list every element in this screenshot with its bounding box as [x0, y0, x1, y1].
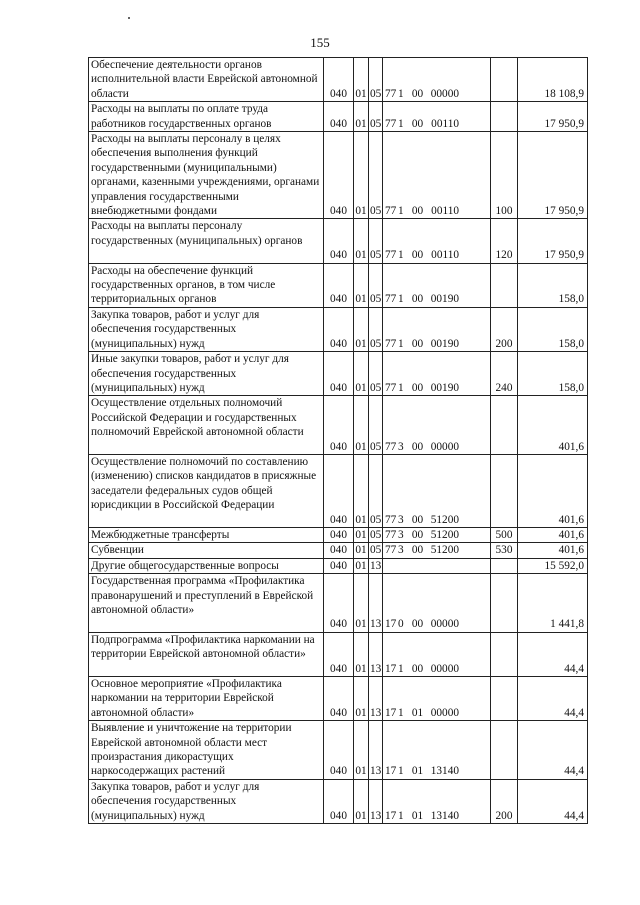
amount: 158,0 [518, 352, 588, 396]
dept-code: 040 [324, 132, 354, 219]
target-article-part: 1 [398, 662, 404, 675]
dept-code: 040 [324, 558, 354, 573]
target-article-part: 1 [398, 381, 404, 394]
target-article-code [383, 721, 491, 780]
subsection-code: 05 [370, 528, 382, 541]
expense-type-code [491, 721, 518, 780]
subsection-code: 13 [369, 721, 383, 780]
subsection-code: 05 [369, 132, 383, 219]
subsection-code: 13 [369, 676, 383, 720]
target-article-part: 1 [398, 117, 404, 130]
target-article-part: 00110 [431, 117, 459, 130]
dept-code: 040 [324, 543, 354, 558]
target-article-part: 00190 [430, 381, 459, 394]
row-name: Расходы на обеспечение функций государственных органов, в том числе территориальных органов [89, 263, 324, 307]
table-row [89, 558, 588, 573]
table-row [89, 102, 588, 132]
row-name: Иные закупки товаров, работ и услуг для обеспечения государственных (муниципальных) нужд [89, 352, 324, 396]
target-article-part: 3 [398, 528, 404, 541]
section-code: 01 [354, 454, 369, 527]
target-article-part: 01 [411, 765, 424, 778]
expense-type-code: 100 [491, 132, 518, 219]
subsection-code: 13 [369, 632, 383, 676]
subsection-code: 05 [369, 307, 383, 351]
row-name: Расходы на выплаты персоналу в целях обеспечения выполнения функций государственными (муниципальными) органами, казенными учреждениями, органами управления государственными внебюджетными фондами [89, 132, 324, 219]
table-row [89, 721, 588, 780]
table-row [89, 676, 588, 720]
target-article-code [383, 558, 491, 573]
expense-type-code: 120 [491, 219, 518, 263]
section-code: 01 [354, 721, 369, 780]
subsection-code: 13 [370, 559, 382, 572]
target-article-part: 77 [385, 381, 397, 394]
dept-code: 040 [324, 58, 354, 102]
expense-type-code: 200 [491, 307, 518, 351]
target-article-part: 3 [398, 513, 404, 526]
row-name: Основное мероприятие «Профилактика наркомании на территории Еврейской автономной области» [89, 676, 324, 720]
row-name: Закупка товаров, работ и услуг для обеспечения государственных (муниципальных) нужд [89, 779, 324, 823]
table-row [89, 58, 588, 102]
amount: 17 950,9 [518, 219, 588, 263]
target-article-part: 00 [411, 662, 424, 675]
target-article-part: 51200 [430, 513, 459, 526]
section-code: 01 [354, 574, 369, 633]
amount: 158,0 [518, 307, 588, 351]
target-article-code [383, 132, 491, 219]
dept-code: 040 [324, 102, 354, 132]
subsection-code: 05 [370, 544, 382, 557]
target-article-part: 77 [385, 117, 397, 130]
expense-type-code [491, 676, 518, 720]
row-name: Закупка товаров, работ и услуг для обеспечения государственных (муниципальных) нужд [89, 307, 324, 351]
subsection-code: 13 [369, 779, 383, 823]
target-article-part: 0 [398, 618, 404, 631]
budget-table-body [89, 58, 588, 824]
section-code: 01 [354, 132, 369, 219]
target-article-part: 00 [411, 293, 424, 306]
amount: 44,4 [518, 632, 588, 676]
target-article-part: 17 [385, 618, 397, 631]
section-code: 01 [354, 58, 369, 102]
row-name: Осуществление полномочий по составлению (изменению) списков кандидатов в присяжные заседатели федеральных судов общей юрисдикции в Российской Федерации [89, 454, 324, 527]
target-article-code [383, 58, 491, 102]
row-name: Другие общегосударственные вопросы [89, 558, 324, 573]
dept-code: 040 [324, 527, 354, 542]
dept-code: 040 [324, 574, 354, 633]
row-name: Выявление и уничтожение на территории Еврейской автономной области мест произрастания дикорастущих наркосодержащих растений [89, 721, 324, 780]
target-article-code [383, 263, 491, 307]
target-article-part: 77 [385, 513, 397, 526]
table-row [89, 454, 588, 527]
table-row [89, 574, 588, 633]
row-name: Расходы на выплаты персоналу государственных (муниципальных) органов [89, 219, 324, 263]
table-row [89, 543, 588, 558]
section-code: 01 [354, 263, 369, 307]
section-code: 01 [354, 396, 369, 455]
amount: 17 950,9 [518, 102, 588, 132]
subsection-code: 05 [369, 263, 383, 307]
section-code: 01 [354, 102, 369, 132]
target-article-part: 1 [398, 765, 404, 778]
dept-code: 040 [324, 396, 354, 455]
row-name: Подпрограмма «Профилактика наркомании на территории Еврейской автономной области» [89, 632, 324, 676]
target-article-part: 00190 [430, 293, 459, 306]
target-article-part: 77 [385, 87, 397, 100]
target-article-part: 00000 [430, 618, 459, 631]
expense-type-code: 500 [491, 527, 518, 542]
amount: 401,6 [518, 396, 588, 455]
table-row [89, 307, 588, 351]
expense-type-code [491, 102, 518, 132]
target-article-code [383, 396, 491, 455]
expense-type-code [491, 396, 518, 455]
amount: 401,6 [518, 543, 588, 558]
row-name: Субвенции [89, 543, 324, 558]
section-code: 01 [354, 307, 369, 351]
expense-type-code: 530 [491, 543, 518, 558]
section-code: 01 [354, 632, 369, 676]
row-name: Межбюджетные трансферты [89, 527, 324, 542]
target-article-part: 00 [411, 381, 424, 394]
dept-code: 040 [324, 721, 354, 780]
table-row [89, 263, 588, 307]
section-code: 01 [355, 544, 367, 557]
target-article-part: 01 [411, 706, 424, 719]
budget-table [88, 57, 588, 824]
target-article-part: 00 [411, 528, 424, 541]
target-article-part: 00 [411, 205, 424, 218]
expense-type-code [491, 58, 518, 102]
table-row [89, 352, 588, 396]
expense-type-code [491, 263, 518, 307]
target-article-part: 51200 [430, 528, 459, 541]
expense-type-code [491, 558, 518, 573]
target-article-code [383, 454, 491, 527]
target-article-part: 17 [385, 809, 397, 822]
target-article-part: 77 [385, 205, 397, 218]
expense-type-code [491, 632, 518, 676]
target-article-part: 1 [398, 249, 404, 262]
target-article-part: 01 [411, 809, 424, 822]
amount: 44,4 [518, 721, 588, 780]
section-code: 01 [354, 779, 369, 823]
subsection-code: 05 [369, 219, 383, 263]
section-code: 01 [355, 559, 367, 572]
target-article-part: 17 [385, 662, 397, 675]
section-code: 01 [355, 528, 367, 541]
dept-code: 040 [324, 352, 354, 396]
target-article-part: 1 [398, 809, 404, 822]
target-article-part: 00 [411, 337, 424, 350]
target-article-part: 00 [411, 117, 424, 130]
target-article-part: 77 [385, 440, 397, 453]
target-article-part: 00000 [430, 662, 459, 675]
subsection-code: 05 [369, 102, 383, 132]
target-article-part: 77 [385, 249, 397, 262]
row-name: Обеспечение деятельности органов исполнительной власти Еврейской автономной области [89, 58, 324, 102]
target-article-code [383, 527, 491, 542]
target-article-part: 1 [398, 706, 404, 719]
section-code: 01 [354, 676, 369, 720]
amount: 1 441,8 [518, 574, 588, 633]
target-article-part: 00190 [430, 337, 459, 350]
target-article-part: 77 [385, 528, 397, 541]
table-row [89, 527, 588, 542]
dept-code: 040 [324, 779, 354, 823]
target-article-part: 00 [411, 618, 424, 631]
dept-code: 040 [324, 307, 354, 351]
scan-speck [128, 17, 130, 19]
target-article-part: 17 [385, 765, 397, 778]
amount: 17 950,9 [518, 132, 588, 219]
table-row [89, 132, 588, 219]
target-article-part: 00000 [430, 87, 459, 100]
amount: 15 592,0 [518, 558, 588, 573]
amount: 44,4 [518, 779, 588, 823]
table-row [89, 396, 588, 455]
expense-type-code: 240 [491, 352, 518, 396]
row-name: Государственная программа «Профилактика правонарушений и преступлений в Еврейской автономной области» [89, 574, 324, 633]
subsection-code: 13 [369, 574, 383, 633]
target-article-part: 51200 [430, 544, 459, 557]
amount: 401,6 [518, 527, 588, 542]
target-article-code [383, 307, 491, 351]
row-name: Осуществление отдельных полномочий Российской Федерации и государственных полномочий Еврейской автономной области [89, 396, 324, 455]
dept-code: 040 [324, 454, 354, 527]
target-article-code [383, 543, 491, 558]
target-article-part: 00 [411, 249, 424, 262]
target-article-part: 1 [398, 87, 404, 100]
dept-code: 040 [324, 632, 354, 676]
section-code: 01 [354, 352, 369, 396]
target-article-part: 77 [385, 293, 397, 306]
target-article-code [383, 574, 491, 633]
page-number: 155 [310, 35, 330, 50]
target-article-code [383, 219, 491, 263]
target-article-part: 3 [398, 544, 404, 557]
expense-type-code [491, 574, 518, 633]
target-article-part: 77 [385, 544, 397, 557]
expense-type-code: 200 [491, 779, 518, 823]
target-article-part: 00 [411, 544, 424, 557]
amount: 158,0 [518, 263, 588, 307]
target-article-part: 13140 [430, 809, 459, 822]
dept-code: 040 [324, 219, 354, 263]
target-article-part: 1 [398, 293, 404, 306]
amount: 44,4 [518, 676, 588, 720]
dept-code: 040 [324, 263, 354, 307]
target-article-part: 1 [398, 205, 404, 218]
row-name: Расходы на выплаты по оплате труда работников государственных органов [89, 102, 324, 132]
subsection-code: 05 [369, 396, 383, 455]
target-article-code [383, 779, 491, 823]
table-row [89, 632, 588, 676]
target-article-code [383, 102, 491, 132]
target-article-part: 1 [398, 337, 404, 350]
table-row [89, 219, 588, 263]
target-article-part: 00 [411, 440, 424, 453]
dept-code: 040 [324, 676, 354, 720]
amount: 401,6 [518, 454, 588, 527]
subsection-code: 05 [369, 454, 383, 527]
target-article-code [383, 352, 491, 396]
target-article-part: 00000 [430, 706, 459, 719]
target-article-part: 00 [411, 87, 424, 100]
target-article-part: 00 [411, 513, 424, 526]
target-article-part: 13140 [430, 765, 459, 778]
target-article-code [383, 632, 491, 676]
amount: 18 108,9 [518, 58, 588, 102]
table-row [89, 779, 588, 823]
target-article-part: 00110 [431, 249, 459, 262]
target-article-part: 00110 [431, 205, 459, 218]
target-article-part: 77 [385, 337, 397, 350]
section-code: 01 [354, 219, 369, 263]
target-article-part: 17 [385, 706, 397, 719]
target-article-code [383, 676, 491, 720]
target-article-part: 00000 [430, 440, 459, 453]
subsection-code: 05 [369, 58, 383, 102]
target-article-part: 3 [398, 440, 404, 453]
expense-type-code [491, 454, 518, 527]
subsection-code: 05 [369, 352, 383, 396]
